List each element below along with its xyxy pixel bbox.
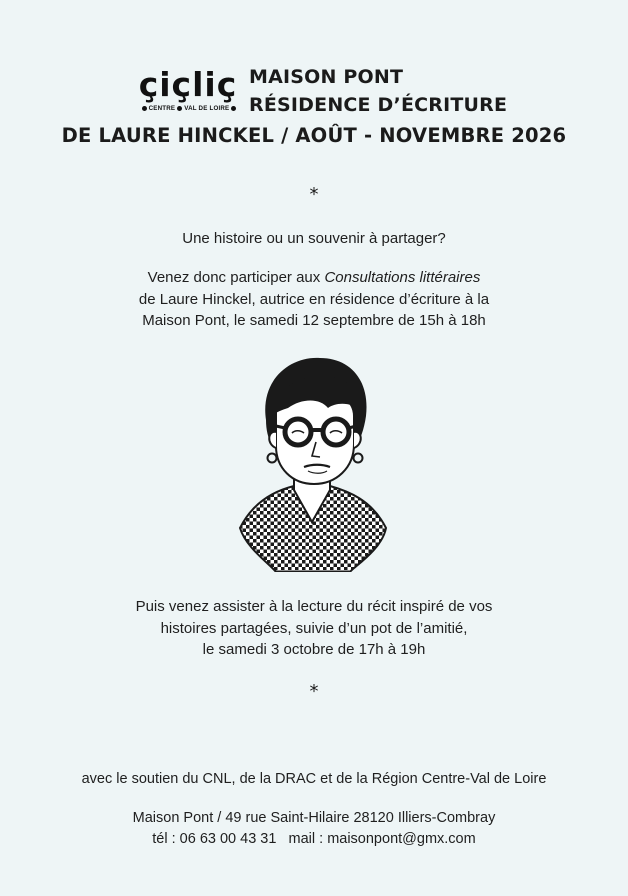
reading-line-1: Puis venez assister à la lecture du récit inspiré de vos <box>135 598 493 615</box>
dot-icon <box>231 106 236 111</box>
address-line: Maison Pont / 49 rue Saint-Hilaire 28120 Illiers-Combray <box>132 810 496 826</box>
header-line-1: MAISON PONT <box>249 66 404 88</box>
contact-line: tél : 06 63 00 43 31 mail : maisonpont@gmx.com <box>152 831 476 847</box>
intro-question <box>0 228 628 250</box>
header-line-2: RÉSIDENCE D’ÉCRITURE <box>249 94 508 116</box>
reading-line-2: histoires partagées, suivie d’un pot de l’amitié, <box>160 619 468 637</box>
logo-tag-left: CENTRE <box>148 105 176 112</box>
separator-star-bottom: * <box>309 681 319 702</box>
intro-line-1-italic: Consultations littéraires <box>324 269 481 286</box>
logo-tagline <box>134 105 244 112</box>
question-text: Une histoire ou un souvenir à partager? <box>182 230 446 247</box>
intro-line-1-prefix: Venez donc participer aux <box>147 269 325 286</box>
dot-icon <box>177 106 182 111</box>
support-credits: avec le soutien du CNL, de la DRAC et de la Région Centre-Val de Loire <box>81 771 547 787</box>
intro-line-2: de Laure Hinckel, autrice en résidence d’écriture à la <box>138 290 490 308</box>
ciclic-logo <box>132 66 244 120</box>
reading-paragraph <box>0 596 628 661</box>
header-line-3: DE LAURE HINCKEL / AOÛT - NOVEMBRE 2026 <box>61 124 567 147</box>
portrait-drawing-icon <box>232 350 392 572</box>
dot-icon <box>142 106 147 111</box>
logo-tag-right: VAL DE LOIRE <box>184 105 230 112</box>
separator-star-top: * <box>309 184 319 205</box>
reading-line-3: le samedi 3 octobre de 17h à 19h <box>202 641 426 658</box>
intro-line-1 <box>0 267 628 289</box>
intro-paragraph <box>0 267 628 332</box>
logo-wordmark: çiçliç <box>138 65 238 104</box>
intro-line-3: Maison Pont, le samedi 12 septembre de 15h à 18h <box>142 312 486 329</box>
